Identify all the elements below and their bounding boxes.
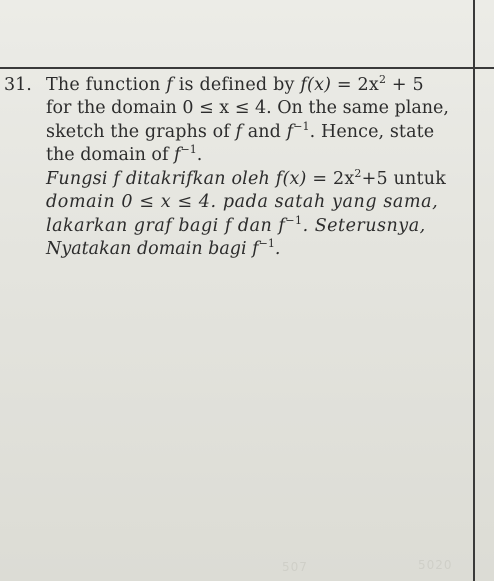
- question-number: 31.: [4, 75, 32, 95]
- text: . Hence, state: [309, 122, 435, 142]
- text: domain 0 ≤ x ≤ 4. pada satah yang sama,: [46, 192, 439, 212]
- equation-text: +5 untuk: [361, 169, 447, 189]
- inverse-exponent: −1: [285, 214, 303, 228]
- text: for the domain 0 ≤ x ≤ 4. On the same plane,: [46, 98, 449, 118]
- fx-symbol: f(x): [300, 75, 332, 95]
- malay-line-8: [46, 238, 280, 261]
- fx-symbol: f(x): [275, 169, 307, 189]
- faint-show-through-mark: 507: [282, 560, 308, 574]
- f-inverse-symbol: f: [174, 145, 181, 165]
- exponent: 2: [354, 167, 362, 181]
- text: .: [274, 239, 281, 259]
- english-line-1: [46, 74, 424, 97]
- inverse-exponent: −1: [293, 120, 310, 134]
- equation-text: = 2x: [306, 169, 355, 189]
- text: the domain of: [46, 145, 174, 165]
- text: Nyatakan domain bagi: [46, 239, 253, 259]
- malay-line-7: [46, 215, 426, 238]
- text: is defined by: [172, 75, 301, 95]
- text: and: [242, 122, 287, 142]
- f-inverse-symbol: f: [286, 122, 294, 142]
- inverse-exponent: −1: [180, 143, 197, 157]
- text: . Seterusnya,: [302, 216, 426, 236]
- english-line-3: [46, 121, 434, 144]
- text: .: [196, 145, 203, 165]
- malay-line-5: [46, 168, 446, 191]
- f-symbol: f: [235, 122, 243, 142]
- f-symbol: f: [166, 75, 173, 95]
- right-vertical-rule: [473, 0, 475, 581]
- f-inverse-symbol: f: [278, 216, 286, 236]
- english-line-2: [46, 97, 449, 120]
- exponent: 2: [378, 73, 387, 87]
- text: sketch the graphs of: [46, 122, 236, 142]
- malay-line-6: [46, 191, 438, 214]
- text: lakarkan graf bagi f dan: [46, 216, 279, 236]
- inverse-exponent: −1: [258, 237, 275, 251]
- text: The function: [46, 75, 167, 95]
- equation-text: = 2x: [331, 75, 379, 95]
- f-inverse-symbol: f: [252, 239, 259, 259]
- english-line-4: [46, 144, 202, 167]
- faint-show-through-mark: 5020: [418, 558, 453, 572]
- top-horizontal-rule: [0, 67, 494, 69]
- equation-text: + 5: [386, 75, 424, 95]
- text: Fungsi f ditakrifkan oleh: [46, 169, 276, 189]
